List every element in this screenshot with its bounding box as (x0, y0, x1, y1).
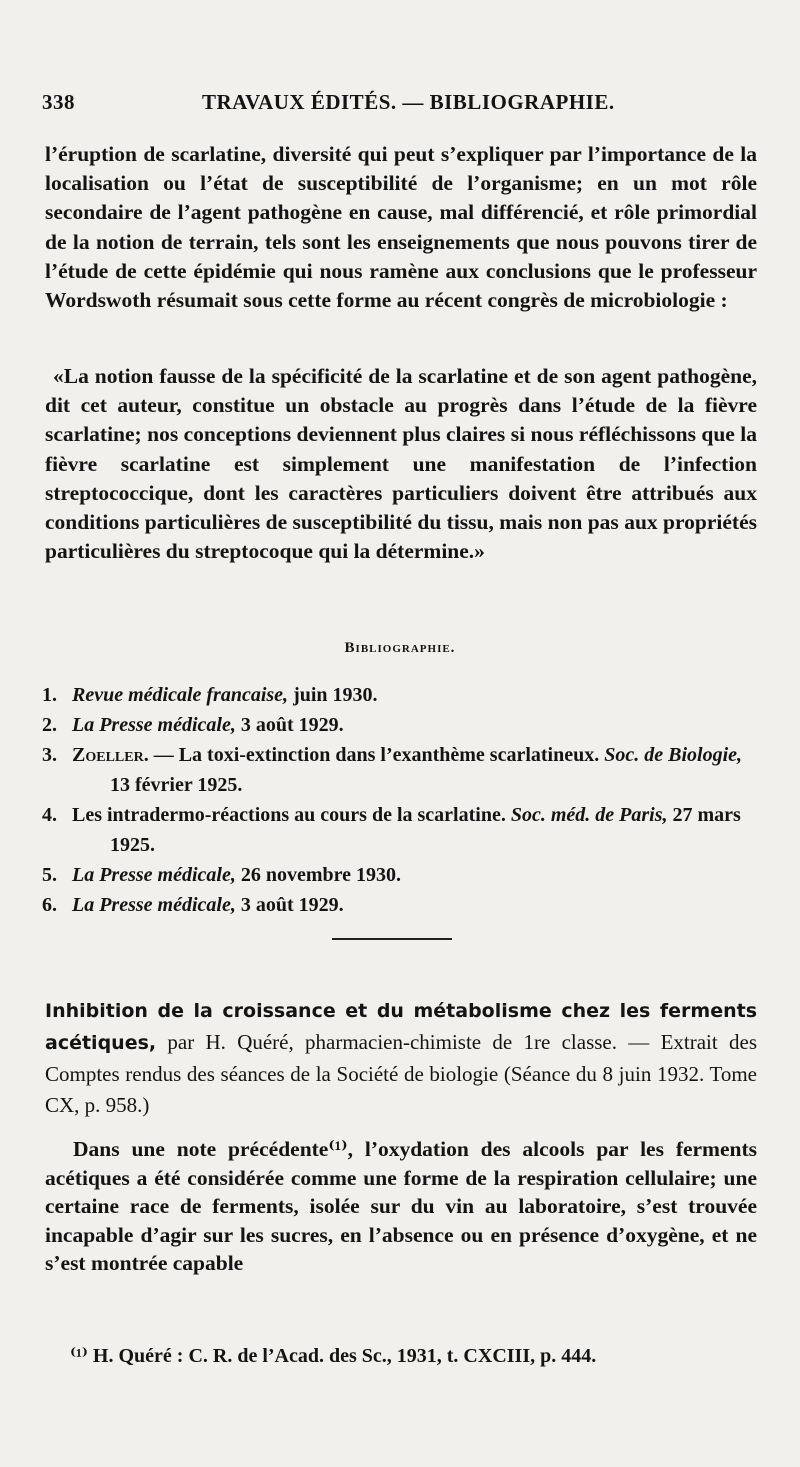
item-number: 1. (42, 684, 57, 706)
item-title: Les intradermo-réactions au cours de la scarlatine. (72, 804, 511, 826)
bibliography-item-6 (42, 890, 757, 920)
item-author: Zoeller. (72, 744, 149, 766)
page-number: 338 (42, 90, 75, 114)
section-divider (332, 938, 452, 940)
item-source: Soc. méd. de Paris, (510, 804, 668, 826)
footnote: ⁽¹⁾ H. Quéré : C. R. de l’Acad. des Sc., 1931, t. CXCIII, p. 444. (70, 1345, 597, 1367)
bibliography-heading: Bibliographie. (344, 640, 456, 656)
quotation (45, 362, 757, 566)
item-source: Revue médicale francaise, (72, 684, 289, 706)
item-number: 3. (42, 744, 57, 766)
item-date: 27 mars 1925. (110, 804, 741, 856)
item-date: juin 1930. (288, 684, 378, 706)
article-title: Inhibition de la croissance et du métabolisme chez les ferments acétiques, (45, 1000, 757, 1054)
paragraph-intro (45, 140, 757, 315)
item-number: 2. (42, 714, 57, 736)
item-date: 13 février 1925. (110, 774, 243, 796)
quotation-text: «La notion fausse de la spécificité de la scarlatine et de son agent pathogène, dit cet auteur, constitue un obstacle au progrès dans l’étude de la fièvre scarlatine; nos conceptions deviennent plus claires si nous réfléchissons que la fièvre scarlatine est simplement une manifestation de l’infection streptococcique, dont les caractères particuliers doivent être attribués aux conditions particulières de susceptibilité du tissu, mais non pas aux propriétés particulières du streptocoque qui la détermine.» (45, 364, 757, 564)
bibliography-item-4 (42, 800, 757, 860)
item-number: 5. (42, 864, 57, 886)
running-title: TRAVAUX ÉDITÉS. — BIBLIOGRAPHIE. (202, 90, 615, 114)
item-title: — La toxi-extinction dans l’exanthème scarlatineux. (148, 744, 605, 766)
item-date: 3 août 1929. (235, 894, 344, 916)
item-number: 6. (42, 894, 57, 916)
bibliography-item-2 (42, 710, 757, 740)
item-source: La Presse médicale, (72, 714, 236, 736)
article-byline: par H. Quéré, pharmacien-chimiste de 1re classe. — Extrait des Comptes rendus des séances de la Société de biologie (Séance du 8 juin 1932. Tome CX, p. 958.) (45, 1030, 757, 1117)
bibliography-item-3 (42, 740, 757, 800)
bibliography-item-5 (42, 860, 757, 890)
item-date: 3 août 1929. (235, 714, 344, 736)
paragraph-text: l’éruption de scarlatine, diversité qui peut s’expliquer par l’importance de la localisation ou l’état de susceptibilité de l’organisme; en un mot rôle secondaire de l’agent pathogène en cause, mal différencié, et rôle primordial de la notion de terrain, tels sont les enseignements que nous pouvons tirer de l’étude de cette épidémie qui nous ramène aux conclusions que le professeur Wordswoth résumait sous cette forme au récent congrès de microbiologie : (45, 142, 757, 313)
bibliography-list (42, 680, 757, 920)
running-header (42, 90, 722, 130)
article-reference (45, 995, 757, 1121)
item-source: La Presse médicale, (72, 864, 236, 886)
item-source: Soc. de Biologie, (604, 744, 742, 766)
item-source: La Presse médicale, (72, 894, 236, 916)
paragraph-article-body: Dans une note précédente⁽¹⁾, l’oxydation des alcools par les ferments acétiques a été considérée comme une forme de la respiration cellulaire; une certaine race de ferments, isolée sur du vin au laboratoire, s’est trouvée incapable d’agir sur les sucres, en l’absence ou en présence d’oxygène, et ne s’est montrée capable (45, 1137, 757, 1275)
bibliography-item-1 (42, 680, 757, 710)
item-number: 4. (42, 804, 57, 826)
item-date: 26 novembre 1930. (235, 864, 402, 886)
